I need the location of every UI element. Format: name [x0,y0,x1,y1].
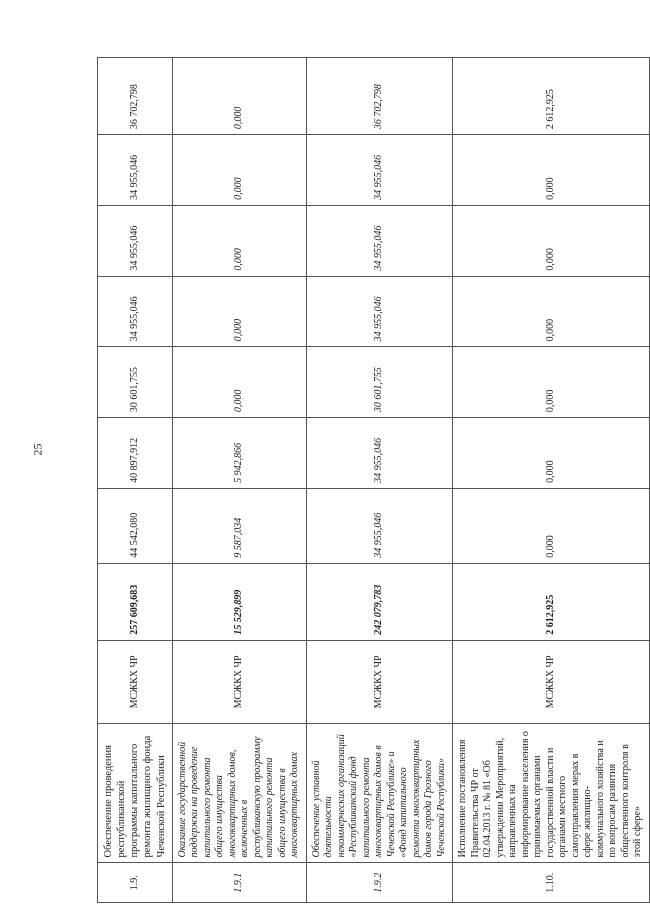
row-value: 34 955,046 [98,205,173,276]
row-value: 0,000 [453,135,650,206]
row-value: 34 955,046 [98,276,173,347]
row-value: 40 897,912 [98,418,173,489]
row-value: 0,000 [453,347,650,418]
row-index: 1.10. [453,863,650,903]
row-description: Оказание государственной поддержки на проведение капитального ремонта общего имущества многоквартирных домов, включенных в республиканскую программу капитального ремонта общего имущества в многоквартирных домах [172,724,306,863]
row-executor: МСЖКХ ЧР [172,640,306,723]
page-number: 25 [30,443,45,456]
row-description: Обеспечение проведения республиканской программы капитального ремонта жилищного фонда Чеченской Республики [98,724,173,863]
row-executor: МСЖКХ ЧР [453,640,650,723]
row-index: 1.9. [98,863,173,903]
row-value: 34 955,046 [98,135,173,206]
row-value: 0,000 [172,276,306,347]
rotated-table-wrapper [97,57,644,903]
row-value: 0,000 [453,205,650,276]
row-value: 36 702,798 [98,58,173,135]
row-total: 15 529,899 [172,563,306,640]
row-index: 1.9.2 [306,863,453,903]
row-value: 0,000 [172,205,306,276]
row-value: 30 601,755 [306,347,453,418]
row-value: 30 601,755 [98,347,173,418]
row-value: 34 955,046 [306,488,453,563]
row-total: 257 609,683 [98,563,173,640]
row-value: 34 955,046 [306,135,453,206]
row-value: 34 955,046 [306,276,453,347]
row-value: 0,000 [172,58,306,135]
row-total: 2 612,925 [453,563,650,640]
row-value: 34 955,046 [306,205,453,276]
row-value: 44 542,080 [98,488,173,563]
row-value: 0,000 [172,135,306,206]
row-description: Исполнение постановления Правительства ЧР от 02.04.2013 г. № 81 «Об утверждении Мероприятий, направленных на информирование населения о принимаемых органами государственной власти и органами местного самоуправления мерах в сфере жилищно-коммунального хозяйства и по вопросам развития общественного контроля в этой сфере» [453,724,650,863]
row-value: 0,000 [453,488,650,563]
row-value: 36 702,798 [306,58,453,135]
row-value: 0,000 [172,347,306,418]
table-row [453,58,650,903]
row-index: 1.9.1 [172,863,306,903]
row-executor: МСЖКХ ЧР [98,640,173,723]
row-value: 0,000 [453,276,650,347]
row-value: 5 942,866 [172,418,306,489]
row-value: 9 587,034 [172,488,306,563]
table-row [172,58,306,903]
row-total: 242 079,783 [306,563,453,640]
table-row [306,58,453,903]
table-row [98,58,173,903]
budget-table [97,57,650,903]
row-value: 0,000 [453,418,650,489]
row-value: 34 955,046 [306,418,453,489]
row-description: Обеспечение уставной деятельности некоммерческих организаций «Республиканский фонд капитального ремонта многоквартирных домов в Чеченской Республике» и «Фонд капитального ремонта многоквартирных домов города Грозного Чеченской Республики» [306,724,453,863]
row-value: 2 612,925 [453,58,650,135]
row-executor: МСЖКХ ЧР [306,640,453,723]
